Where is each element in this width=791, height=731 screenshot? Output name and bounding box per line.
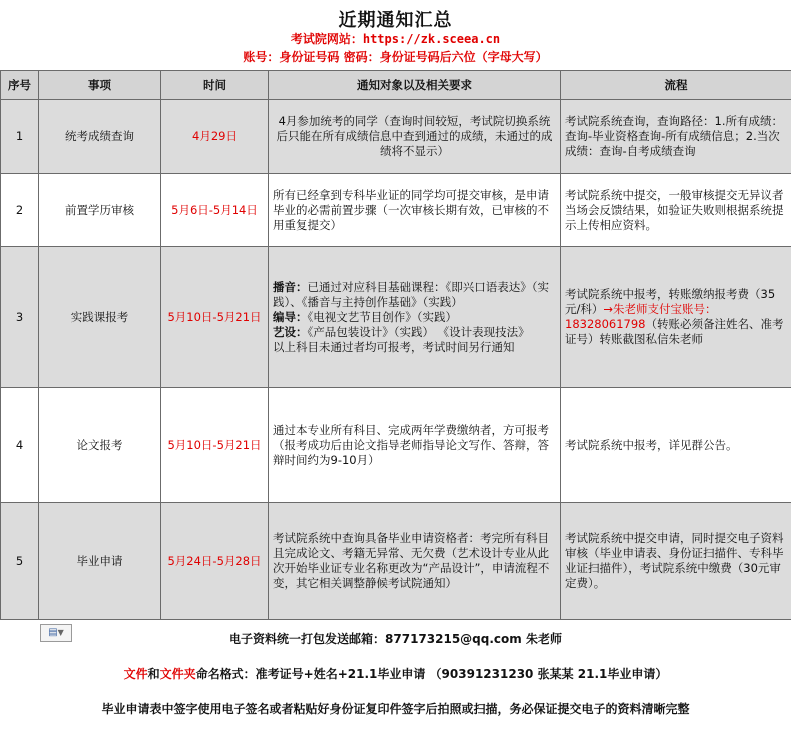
cell-time[interactable]: 5月24日-5月28日	[161, 503, 269, 620]
cell-index[interactable]: 5	[1, 503, 39, 620]
cell-flow[interactable]	[561, 247, 791, 388]
col-header-flow[interactable]: 流程	[561, 71, 791, 100]
cell-item[interactable]: 毕业申请	[39, 503, 161, 620]
notice-table	[0, 70, 791, 620]
footer-email-line: 电子资料统一打包发送邮箱：877173215@qq.com 朱老师	[229, 632, 562, 646]
naming-format: 命名格式：准考证号+姓名+21.1毕业申请 （90391231230 张某某 21.1毕业申请）	[195, 667, 668, 681]
table-row	[1, 174, 791, 247]
col-header-requirements[interactable]: 通知对象以及相关要求	[269, 71, 561, 100]
req-value-broadcast: 已通过对应科目基础课程：《即兴口语表达》（实践）、《播音与主持创作基础》（实践）	[273, 279, 549, 309]
cell-time[interactable]: 4月29日	[161, 100, 269, 174]
header	[0, 0, 791, 70]
chevron-down-icon: ▼	[57, 628, 64, 637]
table-row	[1, 503, 791, 620]
col-header-index[interactable]: 序号	[1, 71, 39, 100]
naming-folder-word: 文件夹	[159, 667, 196, 681]
cell-flow[interactable]: 考试院系统查询，查询路径：1.所有成绩：查询-毕业资格查询-所有成绩信息；2.当次成绩：查询-自考成绩查询	[561, 100, 791, 174]
flow-text-b: （转账必须备注姓名、准考证号）转账截图私信朱老师	[565, 317, 784, 346]
cell-requirements[interactable]: 4月参加统考的同学（查询时间较短，考试院切换系统后只能在所有成绩信息中查到通过的成绩，未通过的成绩将不显示）	[269, 100, 561, 174]
footer-signature-line: 毕业申请表中签字使用电子签名或者粘贴好身份证复印件签字后拍照或扫描，务必保证提交电子的资料清晰完整	[101, 702, 690, 716]
col-header-item[interactable]: 事项	[39, 71, 161, 100]
cell-index[interactable]: 4	[1, 388, 39, 503]
naming-file-word: 文件	[123, 667, 148, 681]
cell-flow[interactable]: 考试院系统中提交申请，同时提交电子资料审核（毕业申请表、身份证扫描件、专科毕业证扫描件），考试院系统中缴费（30元审定费）。	[561, 503, 791, 620]
cell-flow[interactable]: 考试院系统中报考，详见群公告。	[561, 388, 791, 503]
req-value-art-design: 《产品包装设计》（实践） 《设计表现技法》	[307, 324, 530, 339]
footer-naming-line	[0, 665, 791, 682]
req-key-art-design: 艺设：	[273, 324, 308, 339]
clipboard-icon: ▤	[48, 627, 58, 638]
flow-text-a: 考试院系统中报考，转账缴纳报考费（35元/科）	[565, 287, 776, 316]
cell-time[interactable]: 5月10日-5月21日	[161, 388, 269, 503]
cell-index[interactable]: 3	[1, 247, 39, 388]
cell-time[interactable]: 5月6日-5月14日	[161, 174, 269, 247]
req-note: 以上科目未通过者均可报考，考试时间另行通知	[273, 339, 515, 354]
cell-index[interactable]: 1	[1, 100, 39, 174]
cell-item[interactable]: 论文报考	[39, 388, 161, 503]
req-value-directing: 《电视文艺节目创作》（实践）	[307, 309, 457, 324]
footer	[0, 618, 791, 731]
cell-requirements[interactable]: 通过本专业所有科目、完成两年学费缴纳者，方可报考（报考成功后由论文指导老师指导论文写作、答辩，答辩时间约为9-10月）	[269, 388, 561, 503]
table-header-row	[1, 71, 791, 100]
cell-flow[interactable]: 考试院系统中提交，一般审核提交无异议者当场会反馈结果，如验证失败则根据系统提示上传相应资料。	[561, 174, 791, 247]
site-line	[0, 30, 791, 47]
naming-and-word: 和	[147, 667, 160, 681]
account-line: 账号：身份证号码 密码：身份证号码后六位（字母大写）	[243, 50, 548, 64]
site-label: 考试院网站：	[290, 32, 363, 46]
col-header-time[interactable]: 时间	[161, 71, 269, 100]
alipay-account: →朱老师支付宝账号：18328061798	[565, 302, 717, 331]
cell-time[interactable]: 5月10日-5月21日	[161, 247, 269, 388]
table-row	[1, 388, 791, 503]
req-key-broadcast: 播音：	[273, 279, 308, 294]
cell-requirements[interactable]: 所有已经拿到专科毕业证的同学均可提交审核，是申请毕业的必需前置步骤（一次审核长期有效，已审核的不用重复提交）	[269, 174, 561, 247]
cell-requirements[interactable]	[269, 247, 561, 388]
req-key-directing: 编导：	[273, 309, 308, 324]
cell-index[interactable]: 2	[1, 174, 39, 247]
cell-item[interactable]: 统考成绩查询	[39, 100, 161, 174]
cell-item[interactable]: 前置学历审核	[39, 174, 161, 247]
table-row	[1, 100, 791, 174]
site-url[interactable]: https://zk.sceea.cn	[362, 32, 501, 46]
page-title: 近期通知汇总	[338, 10, 453, 31]
table-row	[1, 247, 791, 388]
cell-item[interactable]: 实践课报考	[39, 247, 161, 388]
cell-requirements[interactable]: 考试院系统中查询具备毕业申请资格者：考完所有科目且完成论文、考籍无异常、无欠费（艺术设计专业从此次开始毕业证专业名称更改为“产品设计”，申请流程不变，其它相关调整静候考试院通知）	[269, 503, 561, 620]
